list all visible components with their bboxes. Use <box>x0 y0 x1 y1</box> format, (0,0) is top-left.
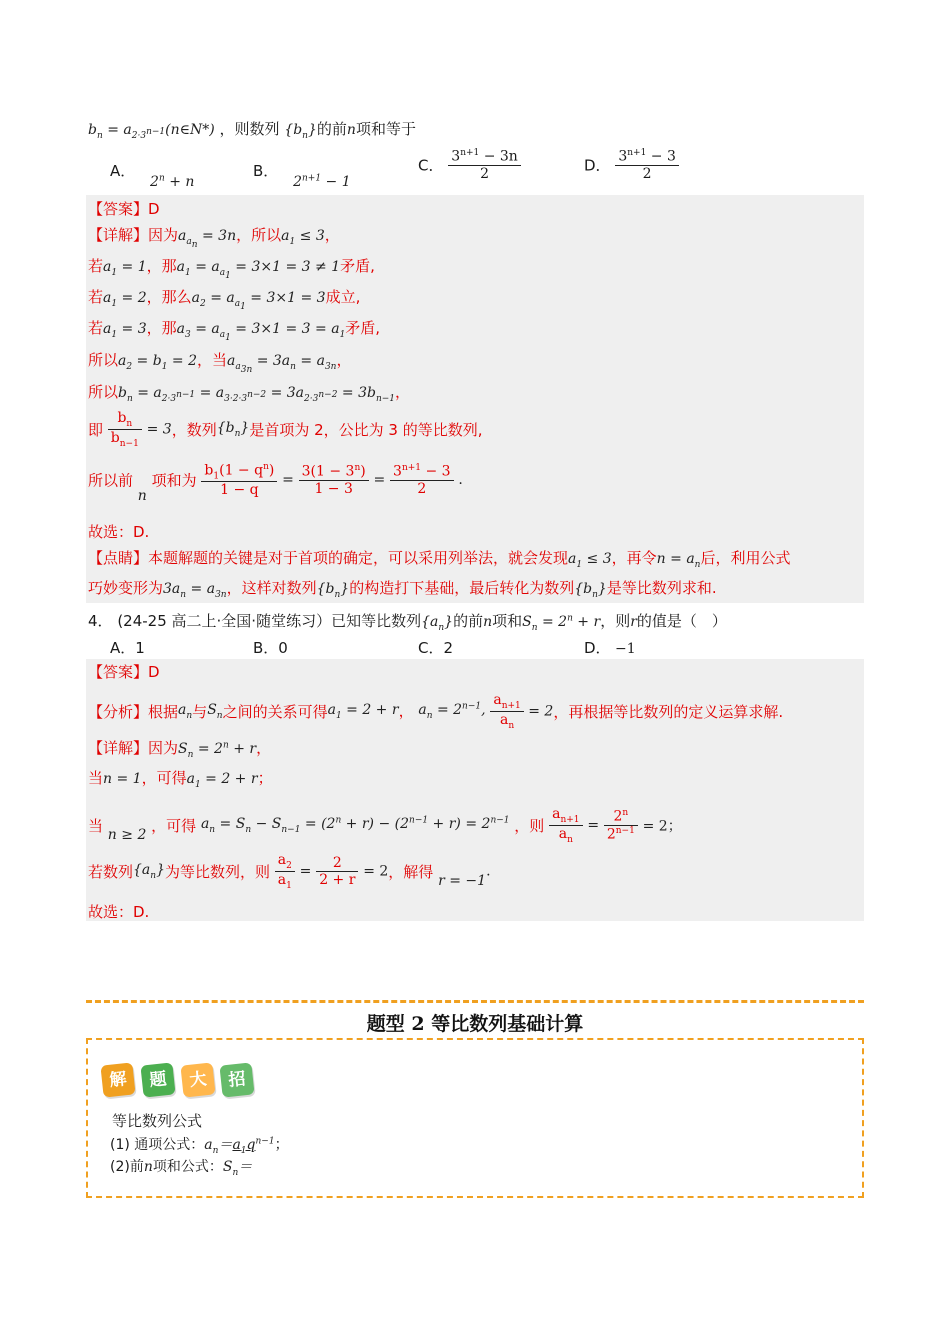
q3-note-line1: 【点睛】本题解题的关键是对于首项的确定，可以采用列举法，就会发现$a_1 \le 3$，再令$n = a_n$后，利用公式 <box>88 549 791 570</box>
tips-box <box>86 1038 864 1198</box>
q3-choose: 故选：D. <box>88 523 150 541</box>
q4-answer: 【答案】D <box>88 663 160 681</box>
tips-badge-group <box>102 1064 256 1096</box>
q3-detail-line2: 若$a_1 = 1$，那$a_1 = a_{a_1} = 3\times 1 = 3 \ne 1$矛盾, <box>88 257 375 281</box>
q3-detail-line4: 若$a_1 = 3$，那$a_3 = a_{a_1} = 3\times 1 = 3 = a_1$矛盾, <box>88 319 381 343</box>
q3-detail-line1: 【详解】因为$a_{a_n} = 3n$，所以$a_1 \le 3$， <box>88 226 340 250</box>
tips-item-1: (1) 通项公式：$a_n=a_1q^{n-1}$； <box>110 1136 289 1156</box>
q4-choose: 故选：D. <box>88 903 150 921</box>
q4-detail-line1: 【详解】因为$S_n = 2^n + r$， <box>88 739 272 760</box>
q3-option-c[interactable]: C． $\frac{3^{n+1} - 3n}{2}$ <box>418 148 521 182</box>
section-title: 题型 2 等比数列基础计算 <box>366 1013 584 1035</box>
q3-stem: $b_n$ = $a_{2\cdot 3^{n-1}}(n\in N*)$ ，则数列 $\{b_n\}$的前n项和等于 <box>88 120 416 141</box>
badge-2: 题 <box>140 1062 175 1097</box>
badge-3: 大 <box>180 1062 215 1097</box>
q4-detail-line4: 若数列$\{a_n\}$为等比数列，则 $\frac{a_2}{a_1}$ = $\frac{2}{2 + r}$ = 2，解得 r = −1. <box>88 852 491 891</box>
badge-4: 招 <box>220 1062 255 1097</box>
q4-option-a[interactable]: A．1 <box>110 639 145 657</box>
q3-detail-line7: 即 $\frac{b_n}{b_{n-1}}$ = 3，数列$\{b_n\}$是首项为 2，公比为 3 的等比数列, <box>88 410 483 449</box>
q3-detail-line5: 所以$a_2 = b_1 = 2$，当$a_{a_{3n}} = 3a_n = a_{3n}$， <box>88 351 352 375</box>
section-divider <box>86 1000 864 1003</box>
q3-detail-line8: 所以前 n 项和为 $\frac{b_1(1 - q^n)}{1 - q}$ = $\frac{3(1 - 3^n)}{1 - 3}$ = $\frac{3^{n+1} - 3}{2}$ . <box>88 462 463 505</box>
q4-option-d[interactable]: D． −1 <box>584 639 636 657</box>
q3-option-b[interactable]: B． $2^{n+1} - 1$ <box>253 162 351 190</box>
q3-detail-line6: 所以$b_n = a_{2\cdot 3^{n-1}} = a_{3\cdot 2\cdot 3^{n-2}} = 3a_{2\cdot 3^{n-2}} = 3b_{n-1}$， <box>88 383 411 404</box>
q3-detail-line3: 若$a_1 = 2$，那么$a_2 = a_{a_1} = 3\times 1 = 3$成立, <box>88 288 361 312</box>
q3-option-a[interactable]: A． $2^n + n$ <box>110 162 195 190</box>
q4-detail-line2: 当n = 1，可得$a_1 = 2 + r$； <box>88 769 273 790</box>
q4-detail-line3: 当 n ≥ 2 ，可得 $a_n = S_n - S_{n-1} = (2^n + r) - (2^{n-1} + r) = 2^{n-1}$ ，则 $\frac{a_{n+1}}{a_n}$ = $\frac{2^n}{2^{n-1}}$ = 2； <box>88 806 682 845</box>
tips-heading: 等比数列公式 <box>112 1112 203 1130</box>
q4-option-b[interactable]: B．0 <box>253 639 288 657</box>
q4-stem: 4． (24-25 高二上·全国·随堂练习）已知等比数列$\{a_n\}$的前n项和$S_n = 2^n + r$，则r的值是（ ） <box>88 612 727 633</box>
badge-1: 解 <box>100 1062 135 1097</box>
q4-option-c[interactable]: C．2 <box>418 639 454 657</box>
tips-item-2: (2)前n项和公式：$S_n=$ <box>110 1159 253 1178</box>
q3-option-d[interactable]: D． $\frac{3^{n+1} - 3}{2}$ <box>584 148 679 182</box>
q3-answer: 【答案】D <box>88 200 160 218</box>
q3-note-line2: 巧妙变形为$3a_n = a_{3n}$，这样对数列$\{b_n\}$的构造打下基础，最后转化为数列$\{b_n\}$是等比数列求和. <box>88 579 717 600</box>
q4-analysis: 【分析】根据$a_n$与$S_n$之间的关系可得$a_1 = 2 + r$， $a_n = 2^{n-1}$, $\frac{a_{n+1}}{a_n}$ = 2，再根据等比数列的定义运算求解. <box>88 692 784 731</box>
